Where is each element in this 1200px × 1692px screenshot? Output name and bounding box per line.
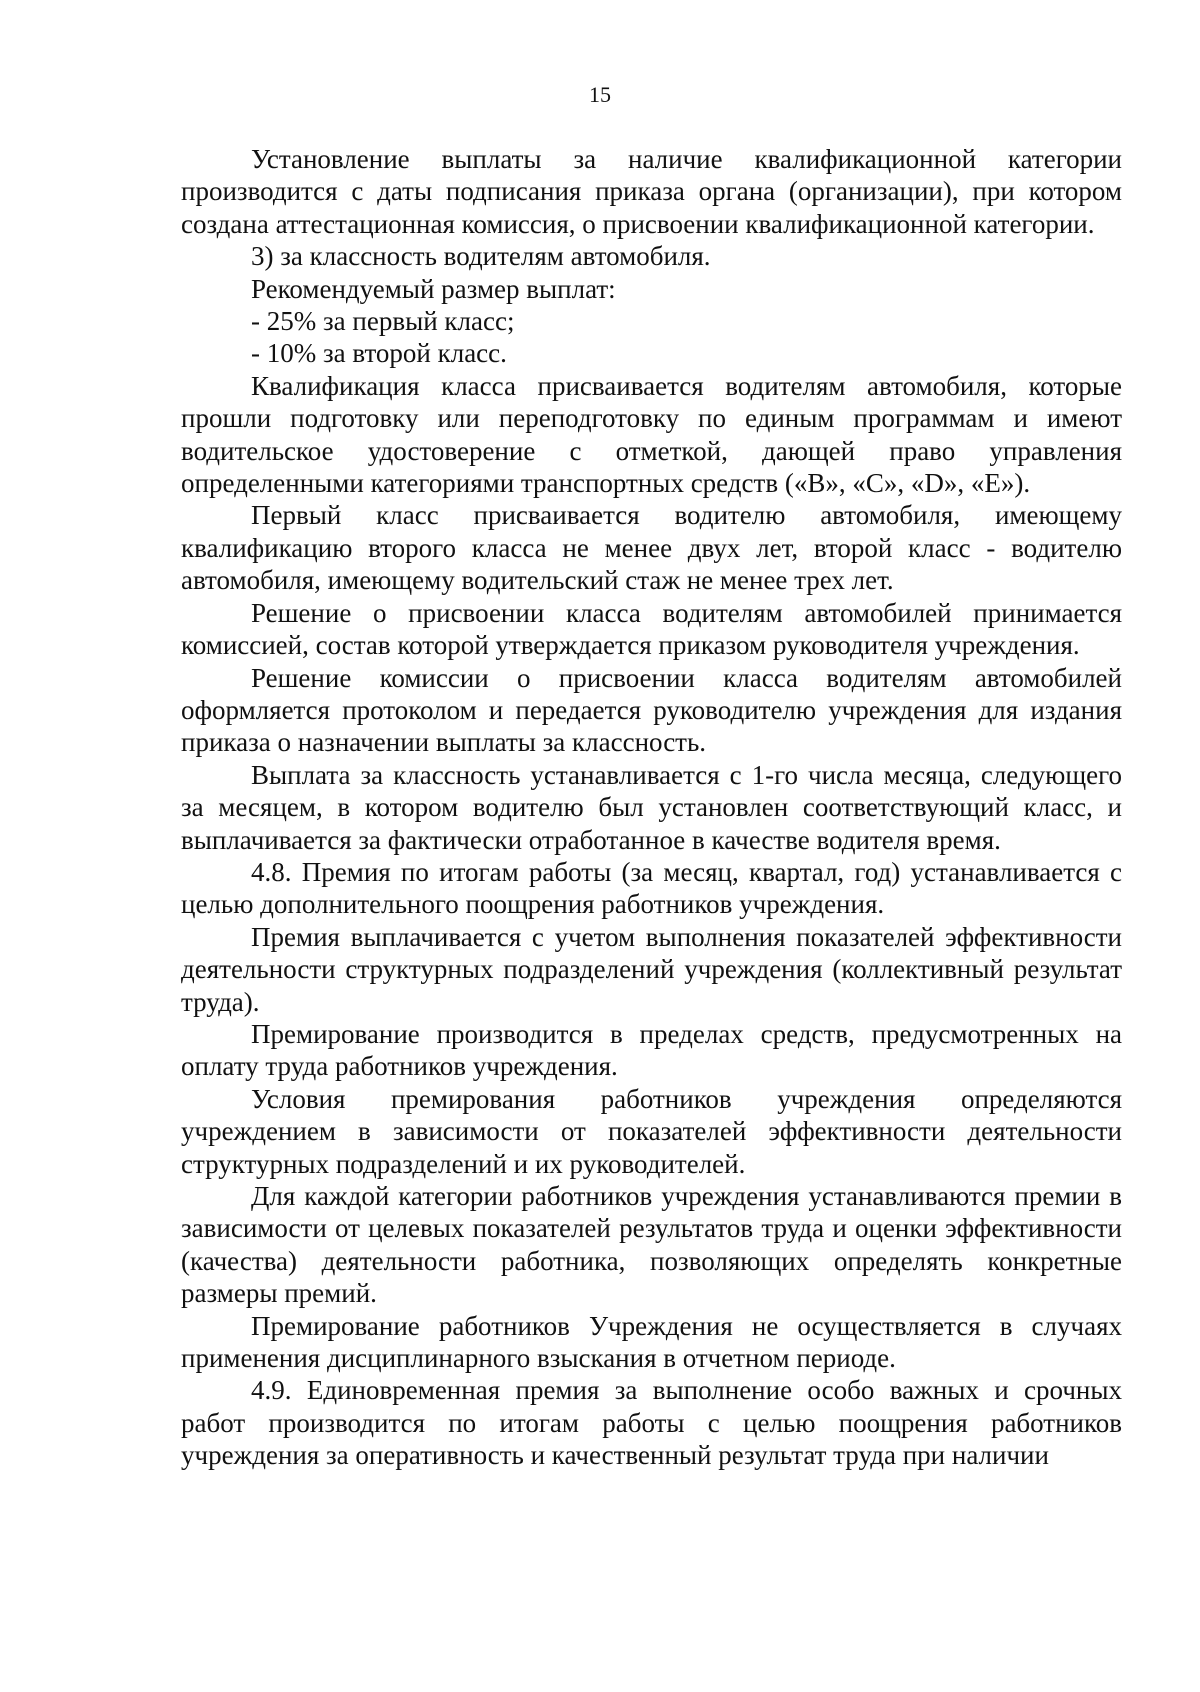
paragraph-driver-class-heading: 3) за классность водителям автомобиля. (251, 241, 711, 272)
paragraph-section-4-8: 4.8. Премия по итогам работы (за месяц, квартал, год) устанавливается с целью дополнительного поощрения работников учреждения. (181, 856, 1122, 920)
paragraph-bonus-categories: Для каждой категории работников учреждения устанавливаются премии в зависимости от целевых показателей результатов труда и оценки эффективности (качества) деятельности работника, позволяющих определять конкретные размеры премий. (181, 1181, 1122, 1309)
paragraph-qualification-date: Установление выплаты за наличие квалификационной категории производится с даты подписания приказа органа (организации), при котором создана аттестационная комиссия, о присвоении квалификационной категории. (181, 144, 1122, 239)
document-body (181, 143, 1122, 1472)
paragraph-bonus-exclusion: Премирование работников Учреждения не осуществляется в случаях применения дисциплинарного взыскания в отчетном периоде. (181, 1310, 1122, 1374)
paragraph-class-qualification: Квалификация класса присваивается водителям автомобиля, которые прошли подготовку или переподготовку по единым программам и имеют водительское удостоверение с отметкой, дающей право управления определенными категориями транспортных средств («В», «С», «D», «Е»). (181, 370, 1122, 499)
paragraph-recommended-size: Рекомендуемый размер выплат: (251, 273, 616, 304)
paragraph-bonus-indicators: Премия выплачивается с учетом выполнения показателей эффективности деятельности структурных подразделений учреждения (коллективный результат труда). (181, 921, 1122, 1017)
paragraph-bonus-conditions: Условия премирования работников учреждения определяются учреждением в зависимости от показателей эффективности деятельности структурных подразделений и их руководителей. (181, 1083, 1122, 1179)
list-item-first-class: - 25% за первый класс; (251, 306, 515, 337)
paragraph-class-payment-start: Выплата за классность устанавливается с 1-го числа месяца, следующего за месяцем, в котором водителю был установлен соответствующий класс, и выплачивается за фактически отработанное в качестве водителя время. (181, 759, 1122, 855)
paragraph-commission-decision: Решение о присвоении класса водителям автомобилей принимается комиссией, состав которой утверждается приказом руководителя учреждения. (181, 597, 1122, 661)
paragraph-section-4-9: 4.9. Единовременная премия за выполнение особо важных и срочных работ производится по итогам работы с целью поощрения работников учреждения за оперативность и качественный результат труда при наличии (181, 1375, 1122, 1471)
paragraph-bonus-limits: Премирование производится в пределах средств, предусмотренных на оплату труда работников учреждения. (181, 1018, 1122, 1082)
paragraph-commission-protocol: Решение комиссии о присвоении класса водителям автомобилей оформляется протоколом и передается руководителю учреждения для издания приказа о назначении выплаты за классность. (181, 662, 1122, 758)
page-number: 15 (589, 82, 611, 107)
paragraph-first-class-conditions: Первый класс присваивается водителю автомобиля, имеющему квалификацию второго класса не менее двух лет, второй класс - водителю автомобиля, имеющему водительский стаж не менее трех лет. (181, 500, 1122, 596)
list-item-second-class: - 10% за второй класс. (251, 338, 507, 369)
